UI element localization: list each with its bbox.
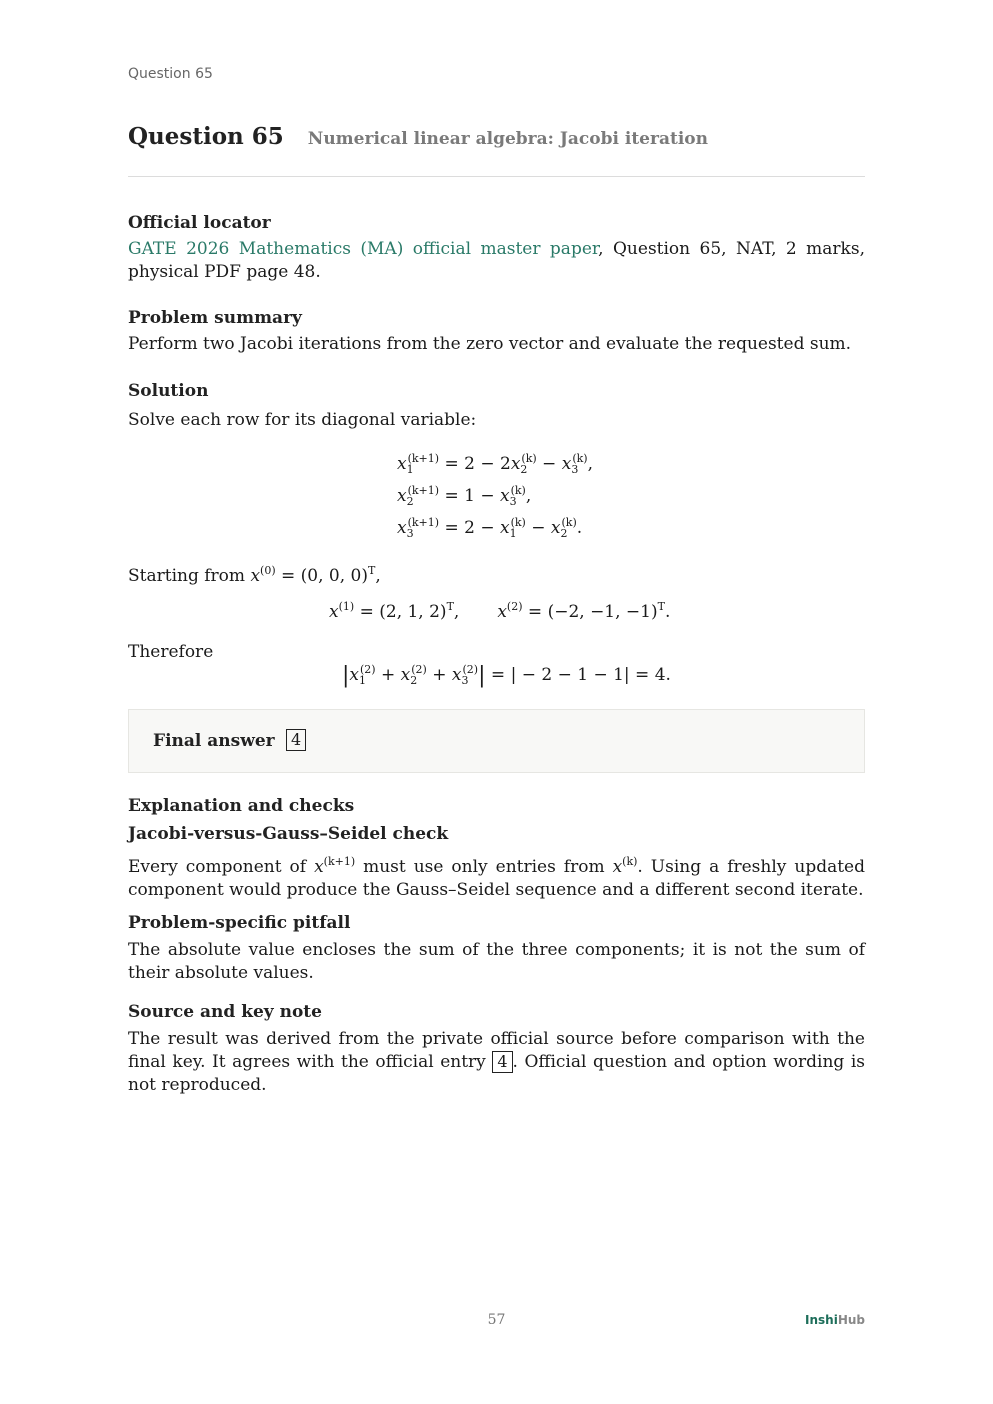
summary-text: Perform two Jacobi iterations from the zero vector and evaluate the requested sum. xyxy=(128,334,852,354)
explanation-heading: Explanation and checks xyxy=(128,796,355,816)
question-number: Question 65 xyxy=(128,123,284,150)
locator-text xyxy=(128,238,865,284)
question-topic: Numerical linear algebra: Jacobi iteration xyxy=(307,129,708,149)
source-heading: Source and key note xyxy=(128,1002,322,1022)
locator-heading: Official locator xyxy=(128,213,271,233)
title-divider xyxy=(128,176,865,177)
solution-heading: Solution xyxy=(128,381,209,401)
source-text: The result was derived from the private official source before comparison with the final key. It agrees with the official entry 4 . Official question and option wording is not reproduced. xyxy=(128,1029,865,1095)
therefore-text: Therefore xyxy=(128,642,214,662)
absolute-sum-equation: $|x_1^{(2)} + x_2^{(2)} + x_3^{(2)}|$ = | − 2 − 1 − 1| = 4. xyxy=(342,663,671,688)
final-answer-value: 4 xyxy=(286,729,306,751)
pitfall-heading: Problem-specific pitfall xyxy=(128,913,351,933)
running-header: Question 65 xyxy=(128,66,213,82)
source-key-value: 4 xyxy=(492,1051,512,1073)
check-heading: Jacobi-versus-Gauss–Seidel check xyxy=(128,824,449,844)
iterates-equation: $x^{(1)} = (2$, 1, 2)$^T$, $x^{(2)} = (-2$, −1, −1)$^T$. xyxy=(329,600,671,622)
final-answer-box xyxy=(128,709,865,773)
jacobi-equation-2: $x_2^{(k+1)} = 1 - x_3^{(k)}$, xyxy=(397,484,532,508)
jacobi-equation-1: $x_1^{(k+1)} = 2 - 2x_2^{(k)} - x_3^{(k)}$, xyxy=(397,452,593,476)
check-text: Every component of $x^{(k+1)}$ must use only entries from $x^{(k)}$. Using a freshly updated component would produce the Gauss–Seidel sequence and a different second iterate. xyxy=(128,855,865,900)
question-title xyxy=(128,123,865,150)
pitfall-text: The absolute value encloses the sum of the three components; it is not the sum of their absolute values. xyxy=(128,940,865,983)
locator-details: , Question 65, NAT, 2 marks, physical PDF page 48. xyxy=(128,239,865,282)
starting-vector-text: Starting from $x^{(0)} = (0$, 0, 0)$^T$, xyxy=(128,564,381,586)
summary-heading: Problem summary xyxy=(128,308,302,328)
page-number: 57 xyxy=(487,1312,506,1328)
jacobi-equation-3: $x_3^{(k+1)} = 2 - x_1^{(k)} - x_2^{(k)}$. xyxy=(397,516,583,540)
brand-logo: InshiHub xyxy=(805,1313,865,1327)
official-paper-link[interactable]: GATE 2026 Mathematics (MA) official master paper xyxy=(128,239,599,259)
final-answer-label: Final answer xyxy=(153,731,275,751)
solution-intro: Solve each row for its diagonal variable: xyxy=(128,410,477,430)
